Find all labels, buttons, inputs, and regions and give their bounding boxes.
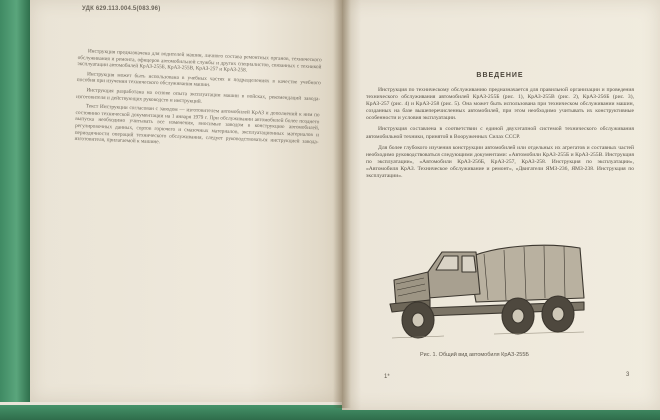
- left-paragraph: Инструкция может быть использована в учебных частях и подразделениях в качестве учебного пособия при изучении технического обслуживания машин.: [76, 71, 321, 89]
- book-gutter: [333, 0, 351, 408]
- right-paragraph: Инструкция составлена в соответствии с единой двухэтапной системой технического обслуживания автомобильной техники, принятой в Вооруженных Силах СССР.: [366, 126, 634, 140]
- left-paragraph: Инструкция предназначена для водителей машин, личного состава ремонтных органов, технического обслуживания и ремонта, офицеров автомобильной службы и других специалистов, связанных с техникой эксплуатации автомобилей КрАЗ-255Б, КрАЗ-255В, КрАЗ-257 и КрАЗ-258.: [77, 48, 322, 74]
- figure-caption: Рис. 1. Общий вид автомобиля КрАЗ-255Б: [420, 352, 529, 358]
- left-paragraph: Текст Инструкции согласован с заводом — изготовителем автомобилей КрАЗ и дополнений к ним по состоянию технической документации на 1 января 1979 г. При обслуживании автомобилей более позднего выпуска необходимо учитывать все изменения, вносимые заводом в конструкцию автомобилей, регулировочных данных, сортов горючего и смазочных материалов, эксплуатационных материалов и периодичности операций технического обслуживания, следует руководствоваться инструкцией завода-изготовителя, прилагаемой к машине.: [74, 103, 320, 146]
- book-cover-spine: [0, 0, 30, 420]
- left-paragraph: Инструкция разработана на основе опыта эксплуатации машин в войсках, рекомендаций завода-изготовителя и действующих руководств и инструкций.: [76, 87, 321, 105]
- right-paragraph: Инструкция по техническому обслуживанию предназначается для правильной организации и проведения технического обслуживания автомобилей КрАЗ-255Б (рис. 1), КрАЗ-255В (рис. 2), КрАЗ-256Б (рис. 3), КрАЗ-257 (рис. 4) и КрАЗ-258 (рис. 5). Она может быть использована при техническом обслуживании машин, созданных на базе вышеперечисленных автомобилей, при этом необходимо учитывать их конструктивные особенности и условия эксплуатации.: [366, 87, 634, 122]
- truck-icon: [384, 228, 598, 350]
- section-heading: ВВЕДЕНИЕ: [476, 72, 524, 79]
- right-paragraph: Для более глубокого изучения конструкции автомобилей или отдельных их агрегатов и составных частей необходимо руководствоваться следующими документами: «Автомобили КрАЗ-255Б и КрАЗ-255В. Инструкция по эксплуатации», «Автомобили КрАЗ-256Б, КрАЗ-257, КрАЗ-258. Инструкция по эксплуатации», «Автомобиля КрАЗ. Техническое обслуживание и ремонт», «Двигатели ЯМЗ-236, ЯМЗ-238. Инструкция по эксплуатации».: [366, 144, 634, 180]
- udk-code: УДК 629.113.004.5(083.96): [82, 6, 161, 12]
- left-page-text: [74, 48, 322, 155]
- signature-mark: 1*: [384, 374, 390, 380]
- page-number: 3: [626, 372, 630, 378]
- right-page-text: [366, 72, 634, 184]
